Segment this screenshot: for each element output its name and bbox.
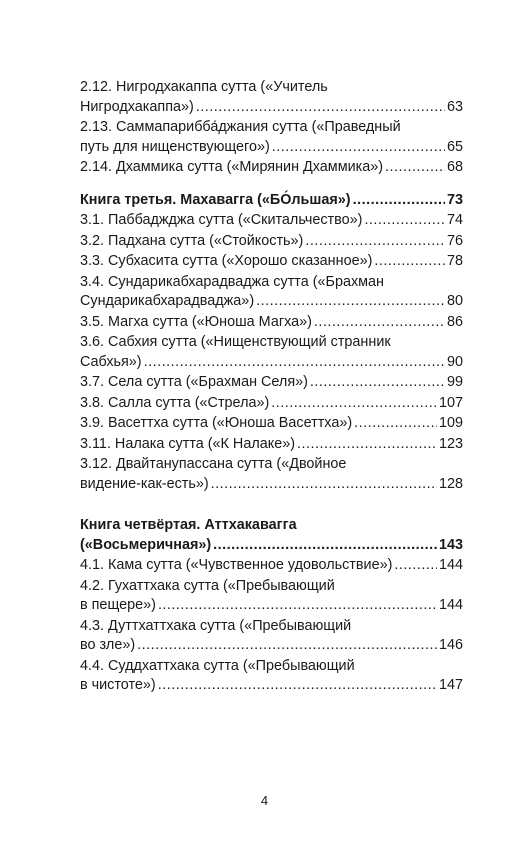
toc-entry-title: 3.7. Села сутта («Брахман Селя»)	[80, 374, 308, 390]
toc-page-number: 128	[438, 475, 463, 492]
toc-page-number: 147	[438, 677, 463, 693]
toc-entry[interactable]	[80, 158, 463, 178]
dot-leader	[272, 138, 445, 158]
toc-section-heading[interactable]	[80, 191, 463, 211]
toc-section-title: («Восьмеричная»)	[80, 536, 212, 553]
toc-entry-title: 3.9. Васеттха сутта («Юноша Васеттха»)	[80, 415, 353, 431]
toc-entry-title: 3.8. Салла сутта («Стрела»)	[80, 394, 270, 411]
toc-entry[interactable]	[80, 273, 463, 312]
dot-leader	[394, 556, 437, 576]
toc-entry-title: 4.3. Дуттхаттхака сутта («Пребывающий	[80, 617, 352, 634]
dot-leader	[211, 475, 437, 495]
toc-entry[interactable]	[80, 394, 463, 414]
toc-page-number: 99	[446, 374, 463, 390]
toc-page-number: 144	[438, 557, 463, 573]
dot-leader	[137, 636, 437, 656]
dot-leader	[305, 232, 445, 252]
toc-page-number: 109	[438, 415, 463, 431]
toc-page-number: 65	[446, 138, 463, 155]
dot-leader	[256, 292, 445, 312]
toc-group	[80, 78, 463, 178]
dot-leader	[310, 373, 445, 393]
toc-entry-title: 2.12. Нигродхакаппа сутта («Учитель	[80, 79, 328, 95]
dot-leader	[144, 353, 445, 373]
toc-entry[interactable]	[80, 232, 463, 252]
toc-page-number: 86	[446, 313, 463, 330]
toc-entry-title: 3.2. Падхана сутта («Стойкость»)	[80, 232, 304, 249]
toc-entry-title: 3.12. Двайтанупассана сутта («Двойное	[80, 456, 347, 472]
toc-entry-title: 3.11. Налака сутта («К Налаке»)	[80, 435, 295, 452]
toc-page-number: 76	[446, 232, 463, 249]
toc-entry-title: 2.14. Дхаммика сутта («Мирянин Дхаммика»)	[80, 159, 384, 175]
toc-page-number: 73	[446, 191, 463, 208]
toc-entry-title: путь для нищенствующего»)	[80, 138, 270, 155]
toc-entry[interactable]	[80, 252, 463, 272]
toc-entry[interactable]	[80, 373, 463, 393]
toc-entry[interactable]	[80, 414, 463, 434]
dot-leader	[196, 98, 445, 118]
toc-entry-title: Сундарикабхарадваджа»)	[80, 293, 255, 309]
toc-entry-title: 3.5. Магха сутта («Юноша Магха»)	[80, 313, 312, 330]
toc-page-number: 63	[446, 98, 463, 115]
toc-entry[interactable]	[80, 577, 463, 616]
toc-entry-title: в пещере»)	[80, 597, 156, 613]
toc-page-number: 80	[446, 293, 463, 309]
toc-entry[interactable]	[80, 435, 463, 455]
toc-page-number: 90	[446, 353, 463, 370]
dot-leader	[271, 394, 437, 414]
dot-leader	[353, 191, 445, 211]
toc-entry-title: 2.13. Саммапарибба́джания сутта («Праведный	[80, 119, 401, 135]
toc-entry-title: в чистоте»)	[80, 677, 156, 693]
toc-entry-title: 3.4. Сундарикабхарадваджа сутта («Брахман	[80, 273, 385, 290]
toc-entry-title: видение-как-есть»)	[80, 475, 209, 492]
toc-page-number: 123	[438, 435, 463, 452]
toc-entry-title: 3.3. Субхасита сутта («Хорошо сказанное»)	[80, 253, 373, 269]
toc-page-number: 143	[438, 536, 463, 553]
toc-entry[interactable]	[80, 455, 463, 494]
toc-entry-title: 3.1. Паббаджджа сутта («Скитальчество»)	[80, 212, 363, 228]
toc-section-title: Книга третья. Махавагга («БО́льшая»)	[80, 191, 351, 208]
toc-entry-title: во зле»)	[80, 637, 136, 653]
toc-entry-title: 4.1. Кама сутта («Чувственное удовольствие»)	[80, 557, 393, 573]
toc-group	[80, 191, 463, 495]
toc-page-number: 146	[438, 637, 463, 653]
toc-entry-title: 3.6. Сабхия сутта («Нищенствующий странник	[80, 334, 391, 350]
toc-entry[interactable]	[80, 556, 463, 576]
dot-leader	[314, 313, 445, 333]
toc-page-number: 68	[446, 159, 463, 175]
toc-page-number: 144	[438, 597, 463, 613]
toc-group	[80, 516, 463, 696]
toc-entry-title: 4.2. Гухаттхака сутта («Пребывающий	[80, 577, 335, 594]
toc-entry[interactable]	[80, 657, 463, 696]
dot-leader	[297, 435, 437, 455]
toc-page-number: 74	[446, 212, 463, 228]
page-number: 4	[260, 793, 269, 808]
dot-leader	[158, 676, 437, 696]
toc-entry[interactable]	[80, 313, 463, 333]
toc-section-heading[interactable]	[80, 516, 463, 555]
dot-leader	[213, 536, 437, 556]
dot-leader	[158, 596, 437, 616]
dot-leader	[354, 414, 437, 434]
dot-leader	[385, 158, 445, 178]
toc-page-number: 78	[446, 253, 463, 269]
toc-page-number: 107	[438, 394, 463, 411]
toc-entry-title: Сабхья»)	[80, 353, 142, 370]
toc-entry-title: 4.4. Суддхаттхака сутта («Пребывающий	[80, 657, 355, 674]
toc-entry[interactable]	[80, 333, 463, 372]
toc-entry[interactable]	[80, 617, 463, 656]
dot-leader	[374, 252, 445, 272]
table-of-contents	[80, 78, 463, 697]
toc-section-title: Книга четвёртая. Аттхакавагга	[80, 517, 297, 533]
dot-leader	[364, 211, 445, 231]
toc-entry-title: Нигродхакаппа»)	[80, 98, 194, 115]
toc-entry[interactable]	[80, 211, 463, 231]
toc-entry[interactable]	[80, 118, 463, 157]
toc-entry[interactable]	[80, 78, 463, 117]
